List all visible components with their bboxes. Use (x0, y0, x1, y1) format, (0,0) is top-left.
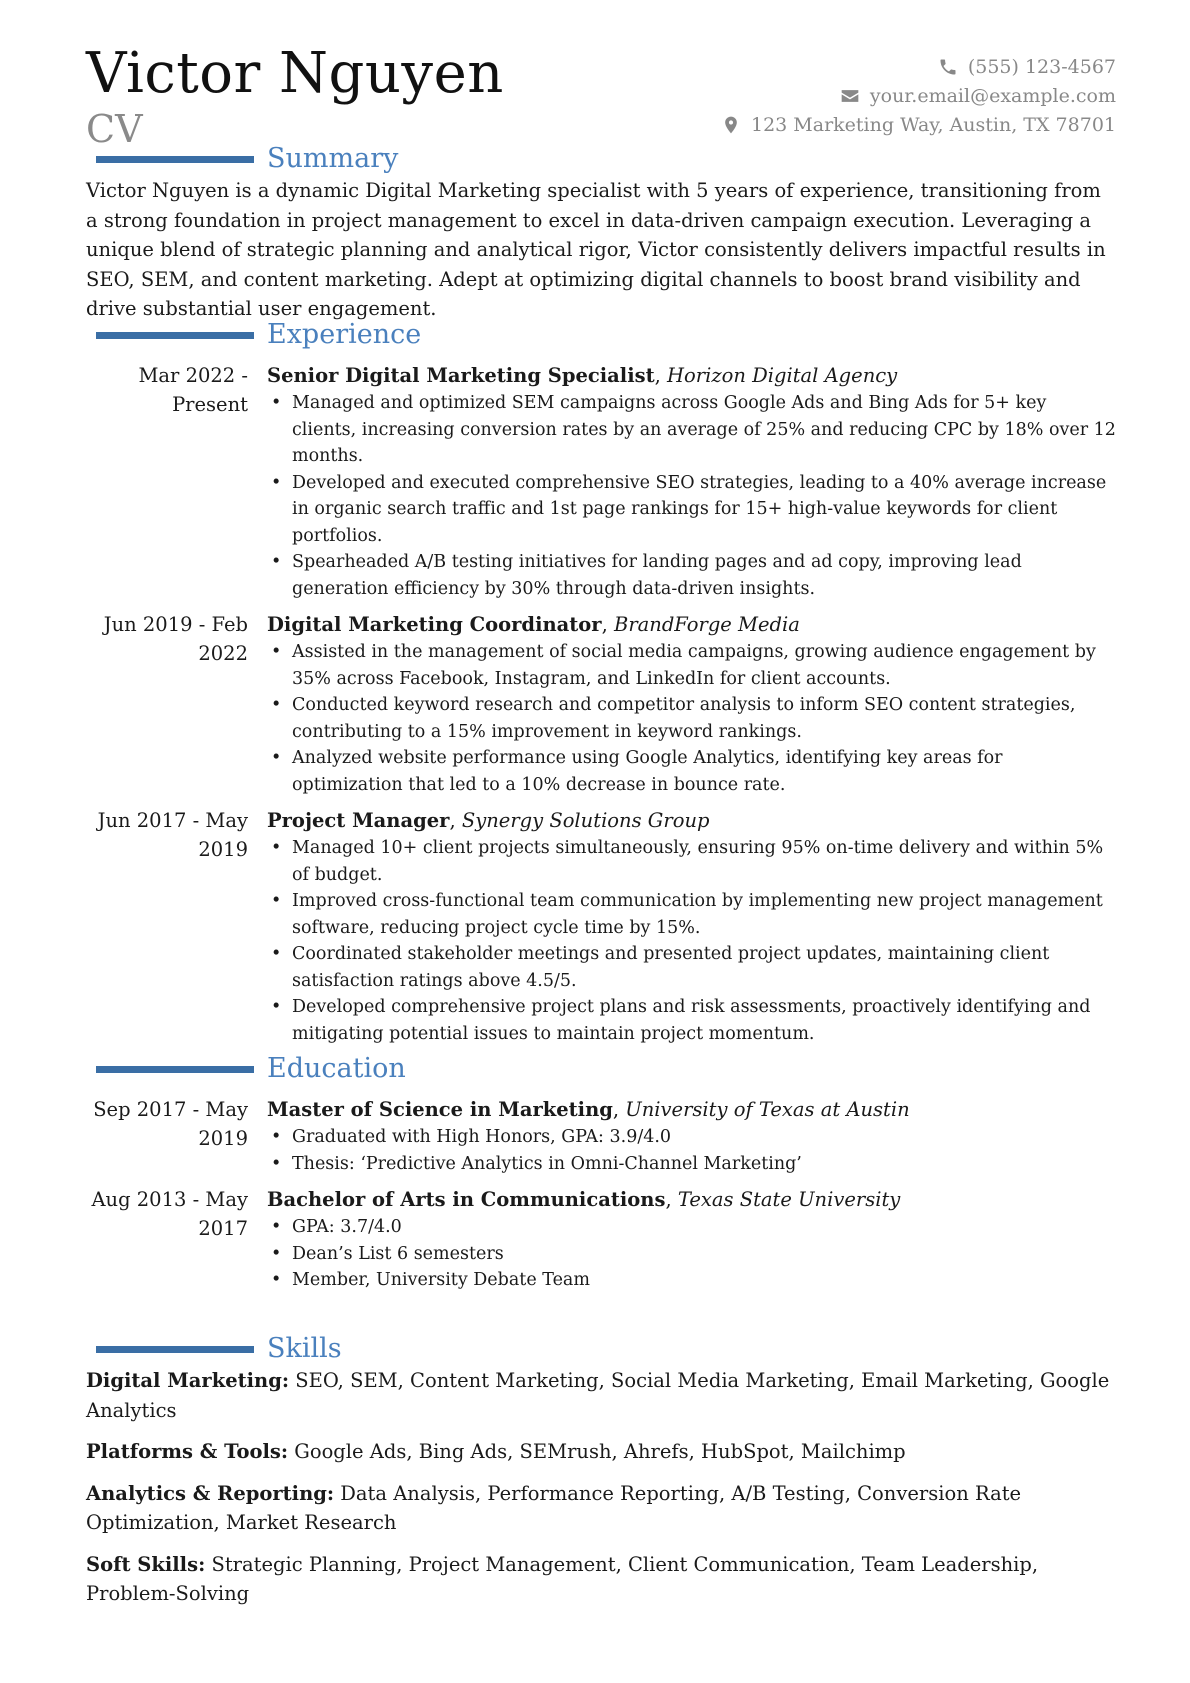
entry-organization: Horizon Digital Agency (667, 364, 898, 387)
experience-entry (86, 610, 1116, 798)
section-title: Education (267, 1053, 406, 1084)
experience-entry (86, 806, 1116, 1047)
education-entry (86, 1095, 1116, 1177)
bullet-item: • Assisted in the management of social media campaigns, growing audience engagement by 35% across Facebook, Instagram, and LinkedIn for client accounts. (267, 639, 1116, 692)
entry-bullets (267, 639, 1116, 798)
skill-items: SEO, SEM, Content Marketing, Social Media Marketing, Email Marketing, Google Analytics (86, 1369, 1110, 1422)
entry-date: Jun 2019 - Feb 2022 (103, 613, 248, 665)
skill-items: Strategic Planning, Project Management, Client Communication, Team Leadership, Problem-Solving (86, 1552, 1039, 1605)
bullet-item: • Managed 10+ client projects simultaneously, ensuring 95% on-time delivery and within 5% of budget. (267, 835, 1116, 888)
entry-date: Mar 2022 - Present (138, 364, 248, 416)
skill-items: Google Ads, Bing Ads, SEMrush, Ahrefs, HubSpot, Mailchimp (294, 1440, 906, 1463)
entry-heading: Senior Digital Marketing Specialist, Horizon Digital Agency (267, 364, 898, 387)
map-pin-icon (721, 115, 741, 135)
bullet-item: • Analyzed website performance using Google Analytics, identifying key areas for optimization that led to a 10% decrease in bounce rate. (267, 745, 1116, 798)
bullet-item: • Managed and optimized SEM campaigns across Google Ads and Bing Ads for 5+ key clients, increasing conversion rates by an average of 25% and reducing CPC by 18% over 12 months. (267, 390, 1116, 470)
section-title: Experience (267, 319, 422, 350)
summary-section (86, 142, 1116, 324)
education-heading (86, 1052, 1116, 1086)
entry-date: Aug 2013 - May 2017 (91, 1188, 248, 1240)
skill-row (86, 1366, 1116, 1425)
skill-row (86, 1550, 1116, 1609)
education-entry (86, 1185, 1116, 1294)
skill-category: Platforms & Tools: (86, 1440, 289, 1463)
experience-entry (86, 361, 1116, 602)
section-accent-bar (96, 156, 254, 163)
entry-bullets (267, 1214, 1116, 1294)
phone-icon (938, 57, 958, 77)
skill-category: Soft Skills: (86, 1552, 206, 1576)
section-accent-bar (96, 1346, 254, 1353)
phone-number: (555) 123-4567 (967, 55, 1116, 78)
skill-items: Data Analysis, Performance Reporting, A/B Testing, Conversion Rate Optimization, Market Research (86, 1481, 1022, 1534)
skill-category: Analytics & Reporting: (86, 1481, 335, 1505)
email-address: your.email@example.com (869, 84, 1116, 107)
entry-bullets (267, 835, 1116, 1047)
bullet-item: • Member, University Debate Team (267, 1267, 1116, 1294)
section-accent-bar (96, 1066, 254, 1073)
entry-date: Sep 2017 - May 2019 (93, 1098, 248, 1150)
bullet-item: • GPA: 3.7/4.0 (267, 1214, 1116, 1241)
contact-address (721, 110, 1116, 139)
bullet-item: • Dean’s List 6 semesters (267, 1241, 1116, 1268)
section-title: Summary (267, 143, 399, 174)
summary-heading (86, 142, 1116, 176)
entry-degree: Bachelor of Arts in Communications (267, 1188, 666, 1211)
contact-email (721, 81, 1116, 110)
entry-heading: Master of Science in Marketing, University of Texas at Austin (267, 1098, 910, 1121)
skills-section (86, 1332, 1116, 1621)
entry-bullets (267, 1124, 1116, 1177)
skills-heading (86, 1332, 1116, 1366)
envelope-icon (840, 86, 860, 106)
skill-row (86, 1479, 1116, 1538)
bullet-item: • Thesis: ‘Predictive Analytics in Omni-Channel Marketing’ (267, 1151, 1116, 1178)
bullet-item: • Developed and executed comprehensive SEO strategies, leading to a 40% average increase in organic search traffic and 1st page rankings for 15+ high-value keywords for client portfolios. (267, 470, 1116, 550)
entry-heading: Bachelor of Arts in Communications, Texas State University (267, 1188, 901, 1211)
bullet-item: • Spearheaded A/B testing initiatives for landing pages and ad copy, improving lead generation efficiency by 30% through data-driven insights. (267, 549, 1116, 602)
contact-phone (721, 52, 1116, 81)
bullet-item: • Coordinated stakeholder meetings and presented project updates, maintaining client satisfaction ratings above 4.5/5. (267, 941, 1116, 994)
entry-institution: Texas State University (677, 1188, 901, 1211)
bullet-item: • Developed comprehensive project plans and risk assessments, proactively identifying and mitigating potential issues to maintain project momentum. (267, 994, 1116, 1047)
skill-row (86, 1437, 1116, 1467)
section-title: Skills (267, 1333, 342, 1364)
street-address: 123 Marketing Way, Austin, TX 78701 (751, 113, 1116, 136)
entry-heading: Digital Marketing Coordinator, BrandForge Media (267, 613, 800, 636)
section-accent-bar (96, 332, 254, 339)
bullet-item: • Conducted keyword research and competitor analysis to inform SEO content strategies, contributing to a 15% improvement in keyword rankings. (267, 692, 1116, 745)
entry-institution: University of Texas at Austin (625, 1098, 910, 1121)
document-subtitle: CV (86, 107, 143, 151)
summary-text: Victor Nguyen is a dynamic Digital Marketing specialist with 5 years of experience, transitioning from a strong foundation in project management to excel in data-driven campaign execution. Leveraging a unique blend of strategic planning and analytical rigor, Victor consistently delivers impactful results in SEO, SEM, and content marketing. Adept at optimizing digital channels to boost brand visibility and drive substantial user engagement. (86, 179, 1106, 320)
entry-bullets (267, 390, 1116, 602)
experience-section (86, 318, 1116, 1055)
contact-info (721, 52, 1116, 139)
skill-category: Digital Marketing: (86, 1369, 290, 1392)
entry-organization: Synergy Solutions Group (461, 809, 710, 832)
entry-role: Digital Marketing Coordinator (267, 613, 602, 636)
entry-date: Jun 2017 - May 2019 (97, 809, 248, 861)
entry-degree: Master of Science in Marketing (267, 1098, 613, 1121)
education-section (86, 1052, 1116, 1302)
entry-role: Project Manager (267, 809, 450, 832)
bullet-item: • Graduated with High Honors, GPA: 3.9/4.0 (267, 1124, 1116, 1151)
entry-role: Senior Digital Marketing Specialist (267, 364, 655, 387)
entry-organization: BrandForge Media (613, 613, 800, 636)
entry-heading: Project Manager, Synergy Solutions Group (267, 809, 710, 832)
bullet-item: • Improved cross-functional team communication by implementing new project management software, reducing project cycle time by 15%. (267, 888, 1116, 941)
candidate-name: Victor Nguyen (86, 41, 504, 106)
experience-heading (86, 318, 1116, 352)
